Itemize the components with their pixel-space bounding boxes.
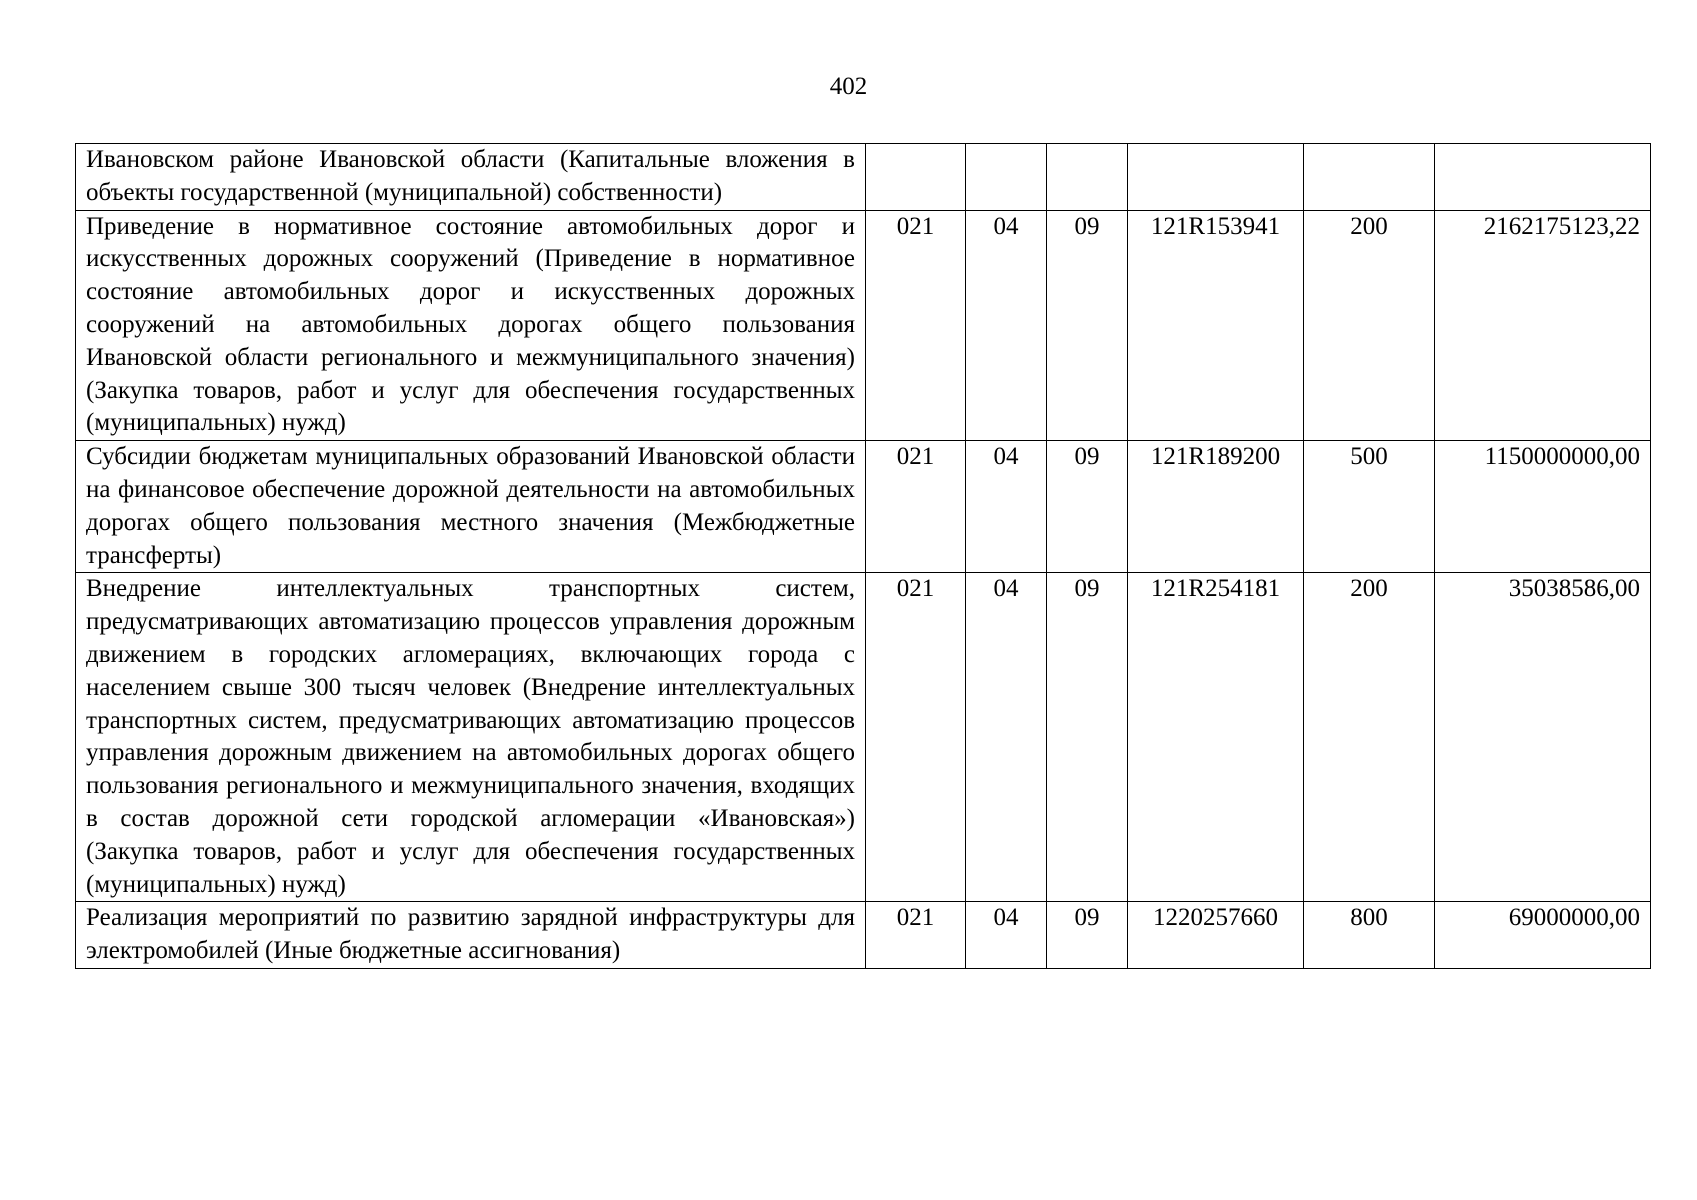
row-amount: 1150000000,00 [1435,441,1651,573]
row-ministry-code [866,144,966,211]
row-amount: 69000000,00 [1435,902,1651,969]
table-row [76,144,1651,211]
row-expense-type: 200 [1304,573,1435,902]
row-subsection-code: 09 [1047,441,1128,573]
row-section-code [966,144,1047,211]
row-section-code: 04 [966,573,1047,902]
row-description: Реализация мероприятий по развитию зарядной инфраструктуры для электромобилей (Иные бюджетные ассигнования) [76,902,866,969]
row-description: Субсидии бюджетам муниципальных образований Ивановской области на финансовое обеспечение дорожной деятельности на автомобильных дорогах общего пользования местного значения (Межбюджетные трансферты) [76,441,866,573]
row-subsection-code: 09 [1047,902,1128,969]
row-expense-type: 200 [1304,210,1435,441]
row-description: Ивановском районе Ивановской области (Капитальные вложения в объекты государственной (муниципальной) собственности) [76,144,866,211]
table-row [76,210,1651,441]
row-expense-type: 500 [1304,441,1435,573]
row-amount: 2162175123,22 [1435,210,1651,441]
row-ministry-code: 021 [866,210,966,441]
row-target-article: 121R153941 [1128,210,1304,441]
row-expense-type: 800 [1304,902,1435,969]
table-row [76,902,1651,969]
row-ministry-code: 021 [866,441,966,573]
row-description: Приведение в нормативное состояние автомобильных дорог и искусственных дорожных сооружений (Приведение в нормативное состояние автомобильных дорог и искусственных дорожных сооружений на автомобильных дорогах общего пользования Ивановской области регионального и межмуниципального значения) (Закупка товаров, работ и услуг для обеспечения государственных (муниципальных) нужд) [76,210,866,441]
row-ministry-code: 021 [866,902,966,969]
row-target-article [1128,144,1304,211]
budget-table [75,143,1651,969]
table-row [76,573,1651,902]
row-subsection-code: 09 [1047,573,1128,902]
table-row [76,441,1651,573]
row-section-code: 04 [966,902,1047,969]
row-target-article: 121R189200 [1128,441,1304,573]
row-amount: 35038586,00 [1435,573,1651,902]
row-subsection-code [1047,144,1128,211]
row-ministry-code: 021 [866,573,966,902]
page-number: 402 [829,73,868,100]
row-target-article: 1220257660 [1128,902,1304,969]
row-subsection-code: 09 [1047,210,1128,441]
row-section-code: 04 [966,210,1047,441]
row-expense-type [1304,144,1435,211]
row-section-code: 04 [966,441,1047,573]
row-description: Внедрение интеллектуальных транспортных систем, предусматривающих автоматизацию процессов управления дорожным движением в городских агломерациях, включающих города с населением свыше 300 тысяч человек (Внедрение интеллектуальных транспортных систем, предусматривающих автоматизацию процессов управления дорожным движением на автомобильных дорогах общего пользования регионального и межмуниципального значения, входящих в состав дорожной сети городской агломерации «Ивановская») (Закупка товаров, работ и услуг для обеспечения государственных (муниципальных) нужд) [76,573,866,902]
row-target-article: 121R254181 [1128,573,1304,902]
row-amount [1435,144,1651,211]
